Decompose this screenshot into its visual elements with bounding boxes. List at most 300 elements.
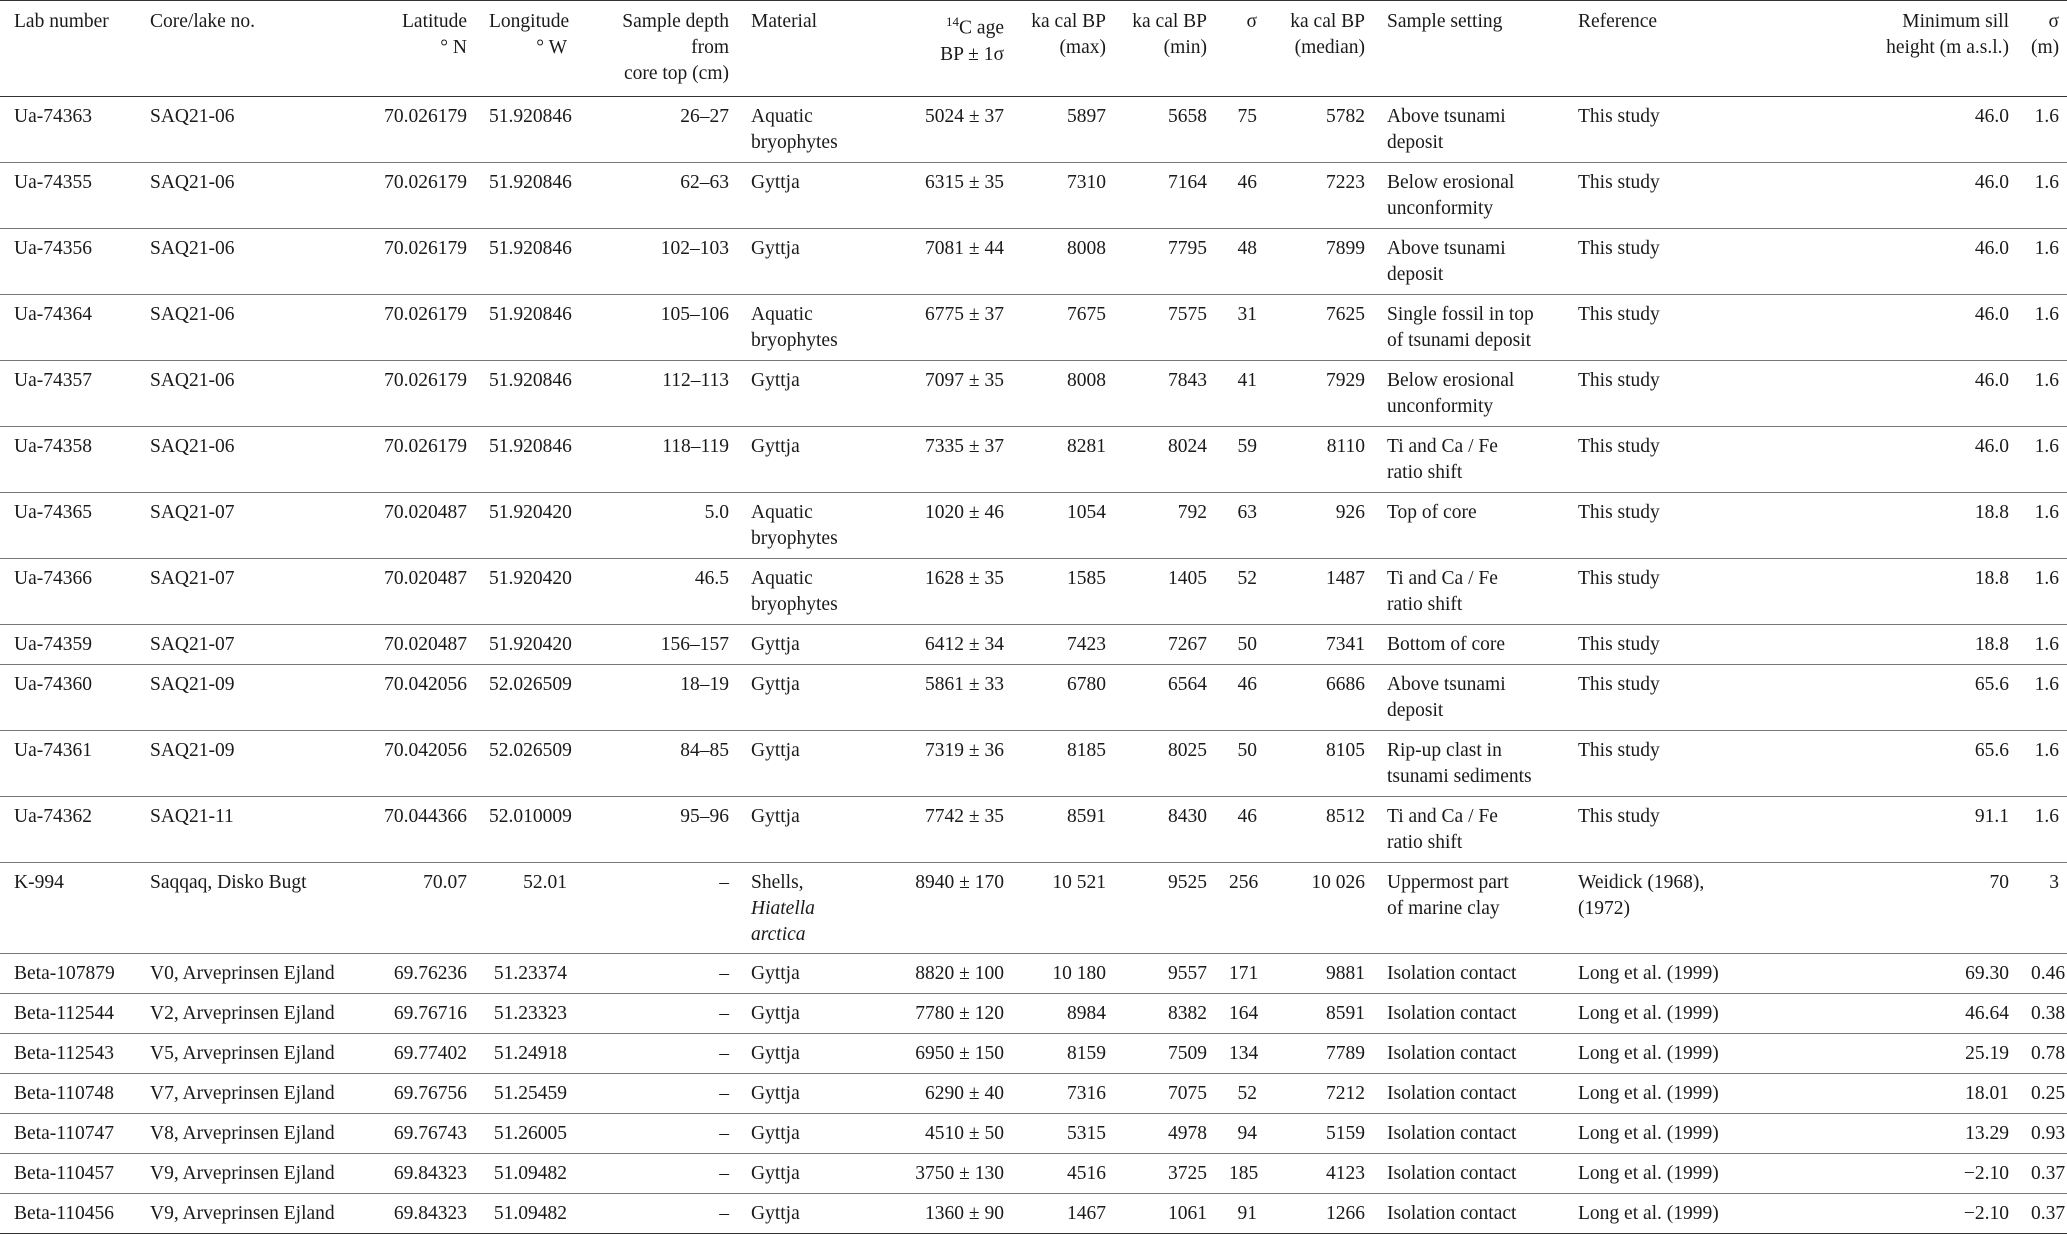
cell-material: Gyttja xyxy=(751,436,800,457)
cell-sill-sigma: 0.38 xyxy=(2031,1003,2066,1024)
cell-core: V8, Arveprinsen Ejland xyxy=(150,1123,335,1144)
cell-sill-sigma: 0.37 xyxy=(2031,1163,2066,1184)
cell-core: SAQ21-06 xyxy=(150,238,235,259)
cell-ref: This study xyxy=(1578,106,1660,127)
cell-max: 7316 xyxy=(1067,1083,1106,1104)
cell-core: SAQ21-07 xyxy=(150,568,235,589)
column-header xyxy=(136,1,351,97)
cell-material: Gyttja xyxy=(751,740,800,761)
cell-lon: 52.026509 xyxy=(489,674,572,695)
cell-age: 6290 ± 40 xyxy=(925,1083,1004,1104)
column-header-label: Minimum sill xyxy=(1902,11,2009,32)
cell-sill-sigma: 1.6 xyxy=(2034,740,2059,761)
cell-setting: Isolation contact xyxy=(1387,1043,1517,1064)
cell-sill: 46.0 xyxy=(1974,370,2009,391)
cell-core: V5, Arveprinsen Ejland xyxy=(150,1043,335,1064)
cell-setting: Bottom of core xyxy=(1387,634,1506,655)
cell-depth: – xyxy=(719,872,729,893)
cell-age: 1360 ± 90 xyxy=(925,1203,1004,1224)
column-header-sublabel: (median) xyxy=(1294,37,1365,58)
cell-sill-sigma: 1.6 xyxy=(2034,674,2059,695)
cell-age: 6775 ± 37 xyxy=(925,304,1004,325)
cell-lon: 51.920846 xyxy=(489,304,572,325)
column-header xyxy=(1215,1,1265,97)
cell-material: Gyttja xyxy=(751,1203,800,1224)
cell-sill-sigma: 3 xyxy=(2049,872,2059,893)
cell-depth: 102–103 xyxy=(660,238,729,259)
cell-core: SAQ21-07 xyxy=(150,502,235,523)
column-header-label: σ xyxy=(1246,11,1257,32)
cell-ref: This study xyxy=(1578,304,1660,325)
cell-min: 7509 xyxy=(1168,1043,1207,1064)
cell-age: 7319 ± 36 xyxy=(925,740,1004,761)
cell-sill: 65.6 xyxy=(1974,740,2009,761)
cell-lab: Beta-110457 xyxy=(14,1163,115,1184)
column-header-sublabel: ° N xyxy=(440,37,467,58)
cell-material: Gyttja xyxy=(751,370,800,391)
cell-max: 4516 xyxy=(1067,1163,1106,1184)
cell-sill-sigma: 1.6 xyxy=(2034,568,2059,589)
column-header-sublabel: height (m a.s.l.) xyxy=(1886,37,2009,58)
column-header-label: $^{14}$C age xyxy=(946,14,1004,39)
cell-median: 7212 xyxy=(1326,1083,1365,1104)
table-row xyxy=(0,863,2067,954)
column-header-sublabel: (m) xyxy=(2031,37,2060,58)
column-header xyxy=(877,1,1012,97)
cell-sill: 18.01 xyxy=(1965,1083,2009,1104)
cell-ref: This study xyxy=(1578,674,1660,695)
cell-lat: 70.07 xyxy=(423,872,467,893)
cell-min: 8024 xyxy=(1168,436,1207,457)
cell-sill: 70 xyxy=(1989,872,2009,893)
cell-sigma: 46 xyxy=(1237,674,1257,695)
table-row xyxy=(0,1034,2067,1074)
cell-sigma: 46 xyxy=(1237,806,1257,827)
cell-setting: Isolation contact xyxy=(1387,1003,1517,1024)
cell-age: 8820 ± 100 xyxy=(915,963,1004,984)
cell-material: Aquatic bryophytes xyxy=(751,502,838,549)
cell-setting: Above tsunami deposit xyxy=(1387,674,1506,721)
cell-core: V9, Arveprinsen Ejland xyxy=(150,1203,335,1224)
cell-lab: Ua-74360 xyxy=(14,674,92,695)
cell-lon: 51.09482 xyxy=(493,1163,567,1184)
cell-median: 8591 xyxy=(1326,1003,1365,1024)
cell-depth: 5.0 xyxy=(704,502,729,523)
cell-setting: Top of core xyxy=(1387,502,1477,523)
cell-core: V7, Arveprinsen Ejland xyxy=(150,1083,335,1104)
cell-depth: 95–96 xyxy=(680,806,729,827)
cell-max: 8008 xyxy=(1067,238,1106,259)
cell-core: SAQ21-06 xyxy=(150,106,235,127)
cell-lab: Beta-110748 xyxy=(14,1083,115,1104)
cell-min: 8025 xyxy=(1168,740,1207,761)
cell-age: 6315 ± 35 xyxy=(925,172,1004,193)
cell-median: 7929 xyxy=(1326,370,1365,391)
cell-sill-sigma: 0.78 xyxy=(2031,1043,2066,1064)
cell-setting: Isolation contact xyxy=(1387,1123,1517,1144)
cell-median: 10 026 xyxy=(1311,872,1365,893)
column-header-sublabel: core top (cm) xyxy=(623,63,729,84)
cell-lat: 70.020487 xyxy=(384,502,467,523)
column-header-label: Reference xyxy=(1578,11,1658,32)
cell-setting: Below erosional unconformity xyxy=(1387,370,1515,417)
cell-median: 5782 xyxy=(1326,106,1365,127)
cell-min: 7164 xyxy=(1168,172,1207,193)
table-body xyxy=(0,97,2067,1234)
cell-ref: Long et al. (1999) xyxy=(1578,1163,1719,1184)
cell-lon: 51.920846 xyxy=(489,106,572,127)
cell-sill: 69.30 xyxy=(1965,963,2009,984)
column-header-label: Sample depth from xyxy=(622,11,729,58)
cell-depth: – xyxy=(719,1203,729,1224)
cell-core: SAQ21-06 xyxy=(150,436,235,457)
cell-lab: Beta-107879 xyxy=(14,963,115,984)
cell-sill: 46.0 xyxy=(1974,238,2009,259)
cell-ref: Long et al. (1999) xyxy=(1578,1083,1719,1104)
column-header-label: Longitude xyxy=(489,11,570,32)
cell-max: 8984 xyxy=(1067,1003,1106,1024)
column-header xyxy=(2017,1,2067,97)
cell-max: 8008 xyxy=(1067,370,1106,391)
cell-ref: This study xyxy=(1578,806,1660,827)
cell-median: 7789 xyxy=(1326,1043,1365,1064)
cell-lab: Beta-110747 xyxy=(14,1123,115,1144)
column-header xyxy=(1767,1,2017,97)
cell-min: 792 xyxy=(1177,502,1207,523)
cell-lat: 69.76236 xyxy=(393,963,467,984)
cell-median: 8512 xyxy=(1326,806,1365,827)
cell-lab: Ua-74358 xyxy=(14,436,92,457)
cell-max: 7423 xyxy=(1067,634,1106,655)
cell-sigma: 91 xyxy=(1237,1203,1257,1224)
cell-core: SAQ21-06 xyxy=(150,370,235,391)
cell-material: Aquatic bryophytes xyxy=(751,304,838,351)
cell-sill: 46.0 xyxy=(1974,436,2009,457)
table-row xyxy=(0,1074,2067,1114)
cell-core: V0, Arveprinsen Ejland xyxy=(150,963,335,984)
cell-min: 1405 xyxy=(1168,568,1207,589)
header-row xyxy=(0,1,2067,97)
cell-ref: This study xyxy=(1578,740,1660,761)
cell-material: Gyttja xyxy=(751,674,800,695)
cell-min: 7795 xyxy=(1168,238,1207,259)
cell-lon: 51.920846 xyxy=(489,238,572,259)
column-header-label: ka cal BP xyxy=(1290,11,1365,32)
cell-median: 6686 xyxy=(1326,674,1365,695)
cell-ref: Long et al. (1999) xyxy=(1578,1043,1719,1064)
cell-sill-sigma: 0.93 xyxy=(2031,1123,2066,1144)
table-row xyxy=(0,493,2067,559)
cell-lon: 51.920420 xyxy=(489,634,572,655)
cell-depth: – xyxy=(719,1043,729,1064)
cell-sigma: 94 xyxy=(1237,1123,1257,1144)
table-row xyxy=(0,295,2067,361)
cell-max: 5315 xyxy=(1067,1123,1106,1144)
cell-depth: – xyxy=(719,963,729,984)
cell-max: 8185 xyxy=(1067,740,1106,761)
cell-sill-sigma: 1.6 xyxy=(2034,304,2059,325)
cell-max: 1585 xyxy=(1067,568,1106,589)
table-row xyxy=(0,665,2067,731)
column-header-label: Material xyxy=(751,11,818,32)
table-row xyxy=(0,559,2067,625)
cell-age: 7081 ± 44 xyxy=(925,238,1004,259)
cell-lat: 69.77402 xyxy=(393,1043,467,1064)
cell-depth: 26–27 xyxy=(680,106,729,127)
cell-max: 1054 xyxy=(1067,502,1106,523)
cell-core: SAQ21-11 xyxy=(150,806,234,827)
column-header xyxy=(475,1,575,97)
cell-lab: Ua-74365 xyxy=(14,502,92,523)
cell-sill-sigma: 1.6 xyxy=(2034,634,2059,655)
cell-median: 4123 xyxy=(1326,1163,1365,1184)
table-row xyxy=(0,1154,2067,1194)
cell-ref: Long et al. (1999) xyxy=(1578,1003,1719,1024)
cell-sill: 25.19 xyxy=(1965,1043,2009,1064)
cell-sill-sigma: 1.6 xyxy=(2034,238,2059,259)
cell-sigma: 134 xyxy=(1229,1043,1259,1064)
cell-lat: 69.84323 xyxy=(393,1203,467,1224)
cell-max: 7310 xyxy=(1067,172,1106,193)
cell-depth: – xyxy=(719,1003,729,1024)
cell-depth: 118–119 xyxy=(662,436,729,457)
cell-core: V2, Arveprinsen Ejland xyxy=(150,1003,335,1024)
cell-sigma: 185 xyxy=(1229,1163,1259,1184)
table-row xyxy=(0,163,2067,229)
cell-material: Gyttja xyxy=(751,1043,800,1064)
cell-median: 1266 xyxy=(1326,1203,1365,1224)
cell-lat: 69.76756 xyxy=(393,1083,467,1104)
cell-sigma: 50 xyxy=(1237,740,1257,761)
cell-depth: – xyxy=(719,1163,729,1184)
cell-material: Gyttja xyxy=(751,1003,800,1024)
cell-lat: 70.026179 xyxy=(384,436,467,457)
cell-depth: 62–63 xyxy=(680,172,729,193)
cell-setting: Rip-up clast in tsunami sediments xyxy=(1387,740,1532,787)
cell-ref: Weidick (1968), (1972) xyxy=(1578,872,1705,919)
cell-sill-sigma: 1.6 xyxy=(2034,106,2059,127)
cell-setting: Below erosional unconformity xyxy=(1387,172,1515,219)
cell-age: 1020 ± 46 xyxy=(925,502,1004,523)
column-header xyxy=(1373,1,1564,97)
column-header xyxy=(0,1,136,97)
cell-sigma: 50 xyxy=(1237,634,1257,655)
cell-material: Aquatic bryophytes xyxy=(751,106,838,153)
cell-lon: 51.920846 xyxy=(489,436,572,457)
cell-median: 7625 xyxy=(1326,304,1365,325)
cell-max: 8281 xyxy=(1067,436,1106,457)
cell-age: 7780 ± 120 xyxy=(915,1003,1004,1024)
cell-setting: Ti and Ca / Fe ratio shift xyxy=(1387,436,1498,483)
cell-ref: This study xyxy=(1578,172,1660,193)
column-header-label: Latitude xyxy=(402,11,467,32)
cell-lat: 70.020487 xyxy=(384,634,467,655)
cell-sigma: 171 xyxy=(1229,963,1259,984)
cell-lon: 51.26005 xyxy=(493,1123,567,1144)
cell-lat: 69.76716 xyxy=(393,1003,467,1024)
cell-sigma: 41 xyxy=(1237,370,1257,391)
cell-lon: 51.920420 xyxy=(489,568,572,589)
cell-setting: Isolation contact xyxy=(1387,1163,1517,1184)
cell-depth: 46.5 xyxy=(694,568,729,589)
cell-depth: 84–85 xyxy=(680,740,729,761)
cell-age: 7742 ± 35 xyxy=(925,806,1004,827)
cell-sigma: 59 xyxy=(1237,436,1257,457)
cell-max: 7675 xyxy=(1067,304,1106,325)
cell-lab: Ua-74366 xyxy=(14,568,92,589)
cell-sill: −2.10 xyxy=(1963,1203,2009,1224)
cell-median: 8105 xyxy=(1326,740,1365,761)
column-header-label: σ xyxy=(2048,11,2059,32)
table-row xyxy=(0,994,2067,1034)
cell-age: 8940 ± 170 xyxy=(915,872,1004,893)
cell-depth: – xyxy=(719,1123,729,1144)
cell-material: Gyttja xyxy=(751,634,800,655)
cell-sill: 46.0 xyxy=(1974,172,2009,193)
cell-sill: −2.10 xyxy=(1963,1163,2009,1184)
column-header-sublabel: (min) xyxy=(1163,37,1207,58)
cell-core: SAQ21-06 xyxy=(150,172,235,193)
column-header xyxy=(351,1,475,97)
cell-material: Shells, Hiatella arctica xyxy=(751,872,815,945)
cell-core: V9, Arveprinsen Ejland xyxy=(150,1163,335,1184)
cell-lab: Ua-74357 xyxy=(14,370,92,391)
cell-sigma: 52 xyxy=(1237,568,1257,589)
cell-max: 8591 xyxy=(1067,806,1106,827)
cell-min: 9557 xyxy=(1168,963,1207,984)
cell-min: 8382 xyxy=(1168,1003,1207,1024)
cell-sill-sigma: 1.6 xyxy=(2034,806,2059,827)
column-header-label: Lab number xyxy=(14,11,109,32)
cell-median: 926 xyxy=(1335,502,1365,523)
cell-sill: 91.1 xyxy=(1974,806,2009,827)
cell-sill-sigma: 1.6 xyxy=(2034,436,2059,457)
cell-setting: Above tsunami deposit xyxy=(1387,238,1506,285)
cell-lon: 51.920420 xyxy=(489,502,572,523)
cell-max: 8159 xyxy=(1067,1043,1106,1064)
cell-age: 1628 ± 35 xyxy=(925,568,1004,589)
cell-max: 6780 xyxy=(1067,674,1106,695)
cell-lat: 70.026179 xyxy=(384,106,467,127)
cell-depth: – xyxy=(719,1083,729,1104)
cell-lat: 70.026179 xyxy=(384,370,467,391)
cell-max: 10 521 xyxy=(1052,872,1106,893)
cell-lon: 51.25459 xyxy=(493,1083,567,1104)
cell-ref: Long et al. (1999) xyxy=(1578,1123,1719,1144)
cell-lon: 52.026509 xyxy=(489,740,572,761)
cell-age: 6412 ± 34 xyxy=(925,634,1004,655)
cell-min: 7843 xyxy=(1168,370,1207,391)
cell-min: 8430 xyxy=(1168,806,1207,827)
table-row xyxy=(0,954,2067,994)
cell-lat: 70.044366 xyxy=(384,806,467,827)
cell-ref: Long et al. (1999) xyxy=(1578,1203,1719,1224)
cell-lab: Ua-74361 xyxy=(14,740,92,761)
cell-setting: Isolation contact xyxy=(1387,1203,1517,1224)
column-header-label: Core/lake no. xyxy=(150,11,256,32)
cell-ref: This study xyxy=(1578,436,1660,457)
cell-setting: Uppermost part of marine clay xyxy=(1387,872,1509,919)
cell-age: 7335 ± 37 xyxy=(925,436,1004,457)
cell-sigma: 164 xyxy=(1229,1003,1259,1024)
cell-setting: Single fossil in top of tsunami deposit xyxy=(1387,304,1534,351)
cell-sill: 18.8 xyxy=(1974,568,2009,589)
cell-min: 4978 xyxy=(1168,1123,1207,1144)
cell-lab: Beta-112544 xyxy=(14,1003,115,1024)
cell-lab: Ua-74356 xyxy=(14,238,92,259)
cell-lat: 70.020487 xyxy=(384,568,467,589)
cell-lab: Ua-74364 xyxy=(14,304,92,325)
cell-sigma: 31 xyxy=(1237,304,1257,325)
cell-material: Gyttja xyxy=(751,172,800,193)
cell-depth: 105–106 xyxy=(660,304,729,325)
cell-lon: 51.920846 xyxy=(489,370,572,391)
cell-setting: Ti and Ca / Fe ratio shift xyxy=(1387,568,1498,615)
cell-sill-sigma: 1.6 xyxy=(2034,502,2059,523)
column-header xyxy=(1564,1,1767,97)
cell-age: 5861 ± 33 xyxy=(925,674,1004,695)
cell-lab: Ua-74363 xyxy=(14,106,92,127)
cell-median: 7899 xyxy=(1326,238,1365,259)
cell-lon: 51.23323 xyxy=(493,1003,567,1024)
cell-sill: 65.6 xyxy=(1974,674,2009,695)
table-row xyxy=(0,427,2067,493)
column-header xyxy=(1114,1,1215,97)
cell-lat: 69.76743 xyxy=(393,1123,467,1144)
cell-sill-sigma: 0.46 xyxy=(2031,963,2066,984)
cell-sill-sigma: 1.6 xyxy=(2034,370,2059,391)
table-row xyxy=(0,797,2067,863)
cell-ref: This study xyxy=(1578,634,1660,655)
cell-lon: 51.09482 xyxy=(493,1203,567,1224)
cell-median: 1487 xyxy=(1326,568,1365,589)
cell-material: Gyttja xyxy=(751,1083,800,1104)
cell-sill: 46.0 xyxy=(1974,106,2009,127)
cell-min: 7575 xyxy=(1168,304,1207,325)
cell-ref: This study xyxy=(1578,370,1660,391)
cell-min: 5658 xyxy=(1168,106,1207,127)
cell-lat: 70.042056 xyxy=(384,674,467,695)
cell-median: 8110 xyxy=(1326,436,1365,457)
cell-lat: 69.84323 xyxy=(393,1163,467,1184)
cell-median: 7341 xyxy=(1326,634,1365,655)
cell-lon: 51.24918 xyxy=(493,1043,567,1064)
cell-sigma: 52 xyxy=(1237,1083,1257,1104)
column-header-sublabel: BP ± 1σ xyxy=(940,43,1004,65)
table-row xyxy=(0,731,2067,797)
cell-age: 7097 ± 35 xyxy=(925,370,1004,391)
cell-material: Gyttja xyxy=(751,963,800,984)
cell-core: SAQ21-09 xyxy=(150,740,235,761)
cell-median: 7223 xyxy=(1326,172,1365,193)
cell-lon: 51.23374 xyxy=(493,963,567,984)
cell-sigma: 75 xyxy=(1237,106,1257,127)
cell-sill: 46.0 xyxy=(1974,304,2009,325)
cell-lab: Beta-112543 xyxy=(14,1043,115,1064)
column-header xyxy=(575,1,737,97)
cell-sigma: 256 xyxy=(1229,872,1259,893)
column-header-label: ka cal BP xyxy=(1132,11,1207,32)
cell-lab: K-994 xyxy=(14,872,64,893)
cell-lab: Ua-74355 xyxy=(14,172,92,193)
cell-ref: Long et al. (1999) xyxy=(1578,963,1719,984)
cell-age: 4510 ± 50 xyxy=(925,1123,1004,1144)
column-header xyxy=(737,1,877,97)
column-header-label: Sample setting xyxy=(1387,11,1503,32)
cell-core: SAQ21-07 xyxy=(150,634,235,655)
table-row xyxy=(0,1194,2067,1234)
table-row xyxy=(0,229,2067,295)
